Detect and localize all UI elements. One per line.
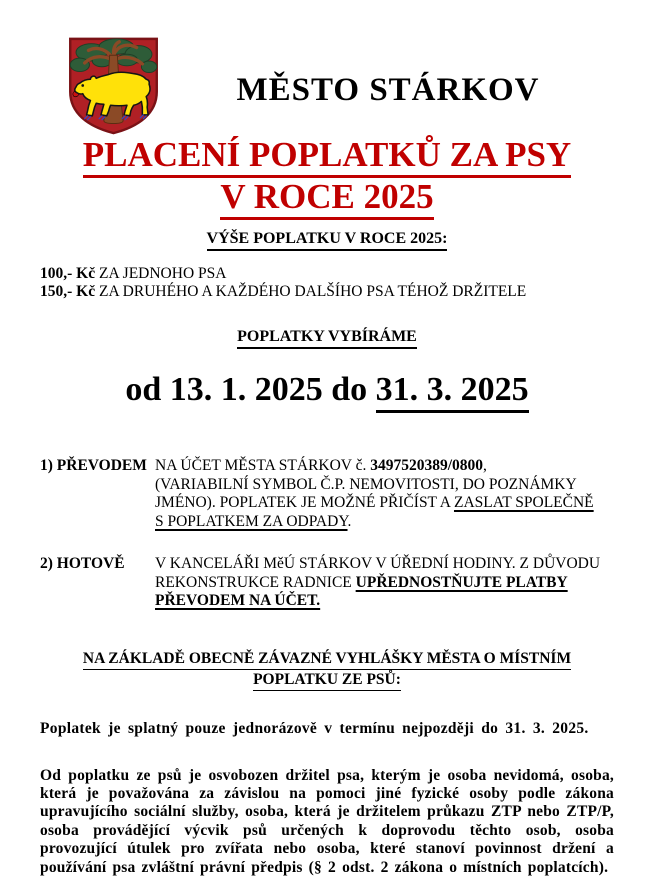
main-heading bbox=[40, 136, 614, 220]
due-note: Poplatek je splatný pouze jednorázově v termínu nejpozději do 31. 3. 2025. bbox=[40, 719, 589, 737]
payment-method-transfer bbox=[40, 457, 614, 531]
period-deadline: 31. 3. 2025 bbox=[376, 371, 529, 413]
fee-heading: VÝŠE POPLATKU V ROCE 2025: bbox=[40, 230, 614, 251]
emphasized-phrase: PŘEVODEM NA ÚČET. bbox=[155, 592, 321, 609]
account-number: 3497520389/0800 bbox=[370, 457, 484, 474]
ordinance-heading bbox=[40, 649, 614, 691]
main-heading-line-1: PLACENÍ POPLATKŮ ZA PSY bbox=[83, 136, 571, 178]
fee-amount: 150,- Kč bbox=[40, 283, 96, 300]
payment-methods bbox=[40, 457, 614, 611]
payment-period bbox=[40, 371, 614, 413]
main-heading-line-2: V ROCE 2025 bbox=[220, 178, 433, 220]
method-label: 2) HOTOVĚ bbox=[40, 555, 125, 572]
fee-description: ZA JEDNOHO PSA bbox=[95, 265, 227, 282]
period-prefix: od 13. 1. 2025 do bbox=[125, 371, 376, 408]
fee-amount: 100,- Kč bbox=[40, 265, 96, 282]
method-label: 1) PŘEVODEM bbox=[40, 457, 147, 474]
fee-item bbox=[40, 265, 614, 283]
bear-eye bbox=[81, 84, 84, 87]
exemption-paragraph: Od poplatku ze psů je osvobozen držitel psa, kterým je osoba nevidomá, osoba, která je považována za závislou na pomoci jiné fyzické osoby podle zákona upravujícího sociální služby, osoba, která je držitelem průkazu ZTP nebo ZTP/P, osoba provádějící výcvik psů určených k doprovodu těchto osob, osoba provozující útulek pro zvířata nebo osoba, které stanoví povinnost držení a používání psa zvláštní právní předpis (§ 2 odst. 2 zákona o místních poplatcích). bbox=[40, 766, 614, 876]
underlined-phrase: S POPLATKEM ZA ODPADY bbox=[155, 512, 348, 530]
fee-description: ZA DRUHÉHO A KAŽDÉHO DALŠÍHO PSA TÉHOŽ DRŽITELE bbox=[95, 283, 527, 300]
fee-list bbox=[40, 265, 614, 301]
document-header bbox=[40, 36, 614, 136]
emphasized-phrase: UPŘEDNOSTŇUJTE PLATBY bbox=[355, 573, 568, 591]
ordinance-heading-line-1: NA ZÁKLADĚ OBECNĚ ZÁVAZNÉ VYHLÁŠKY MĚSTA O MÍSTNÍM bbox=[83, 649, 571, 670]
underlined-phrase: ZASLAT SPOLEČNĚ bbox=[453, 494, 594, 511]
ordinance-heading-line-2: POPLATKU ZE PSŮ: bbox=[253, 670, 401, 691]
collection-heading: POPLATKY VYBÍRÁME bbox=[40, 328, 614, 349]
city-title: MĚSTO STÁRKOV bbox=[236, 71, 540, 108]
method-details: V KANCELÁŘI MěÚ STÁRKOV V ÚŘEDNÍ HODINY. Z DŮVODU REKONSTRUKCE RADNICE UPŘEDNOSTŇUJTE PLATBY PŘEVODEM NA ÚČET. bbox=[155, 555, 601, 609]
fee-item bbox=[40, 283, 614, 301]
coat-of-arms bbox=[65, 36, 162, 136]
method-details: NA ÚČET MĚSTA STÁRKOV č. 3497520389/0800, (VARIABILNÍ SYMBOL Č.P. NEMOVITOSTI, DO POZNÁMKY JMÉNO). POPLATEK JE MOŽNÉ PŘIČÍST A ZASLAT SPOLEČNĚ S POPLATKEM ZA ODPADY. bbox=[155, 457, 594, 530]
payment-method-cash bbox=[40, 555, 614, 611]
